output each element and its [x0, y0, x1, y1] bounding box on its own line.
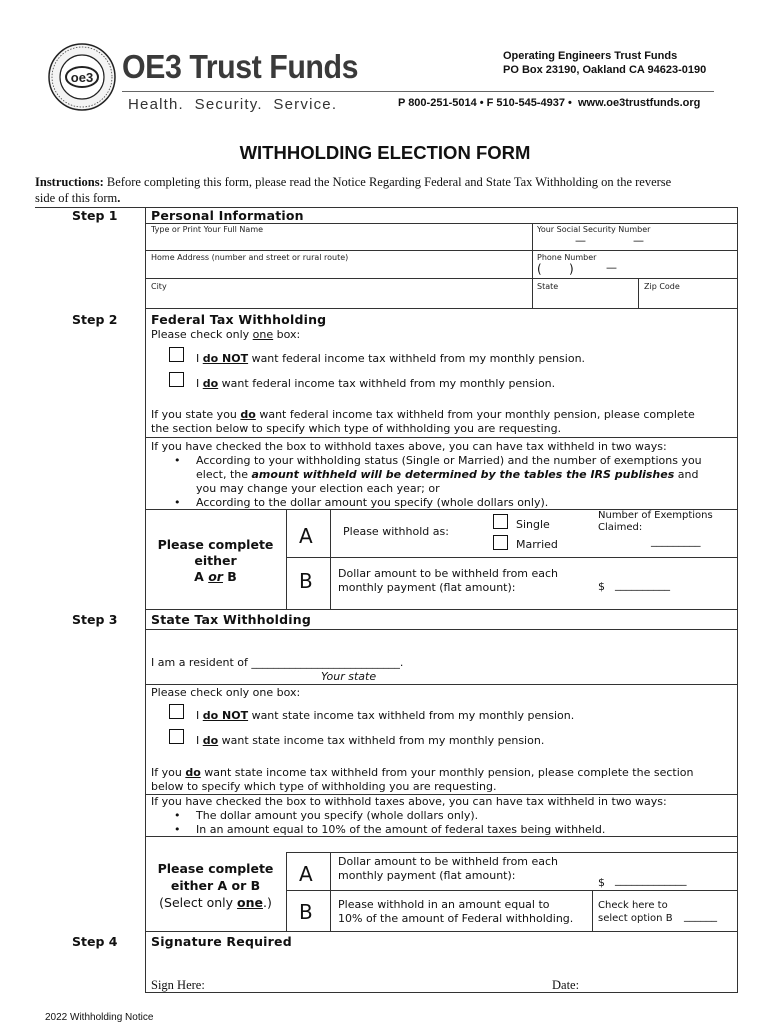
phone-paren-open: ( [537, 262, 542, 276]
check-here-label: Check here to select option B [598, 900, 673, 924]
state-option-b-letter: B [299, 900, 313, 924]
federal-para-2: If you have checked the box to withhold taxes above, you can have tax withheld in two ways: [151, 440, 667, 453]
state-bullet-1: • The dollar amount you specify (whole dollars only). [174, 809, 479, 822]
date-label[interactable]: Date: [552, 978, 580, 992]
state-do-not-label: I do NOT want state income tax withheld from my monthly pension. [196, 709, 575, 722]
step3-label: Step 3 [72, 612, 118, 627]
resident-state-input[interactable]: ___________________________. [251, 656, 404, 669]
home-address-field[interactable]: Home Address (number and street or rural route) [151, 253, 349, 262]
ssn-field[interactable]: Your Social Security Number [537, 225, 651, 234]
single-label: Single [516, 518, 550, 531]
org-address: PO Box 23190, Oakland CA 94623-0190 [503, 64, 707, 76]
header-rule [122, 91, 714, 92]
step3-title: State Tax Withholding [151, 612, 311, 627]
state-ten-percent-label: Please withhold in an amount equal to 10% of the amount of Federal withholding. [338, 898, 574, 925]
state-dollar-input[interactable]: _____________ [615, 873, 687, 886]
instructions-label: Instructions: [35, 175, 104, 189]
federal-complete-either: Please complete either A or B [157, 537, 274, 584]
federal-dollar-label: Dollar amount to be withheld from each monthly payment (flat amount): [338, 567, 559, 594]
city-field[interactable]: City [151, 282, 167, 291]
exemptions-label: Number of Exemptions Claimed: [598, 510, 713, 533]
phone-paren-close: ) [569, 262, 574, 276]
step1-label: Step 1 [72, 208, 118, 223]
state-complete-either: Please complete either A or B (Select only one.) [157, 861, 274, 910]
full-name-field[interactable]: Type or Print Your Full Name [151, 225, 264, 234]
married-checkbox[interactable] [493, 535, 508, 550]
phone-field[interactable]: Phone Number [537, 253, 597, 262]
state-do-checkbox[interactable] [169, 729, 184, 744]
sign-here-label[interactable]: Sign Here: [151, 978, 205, 992]
state-para-2: If you have checked the box to withhold taxes above, you can have tax withheld in two ways: [151, 795, 667, 808]
zip-field[interactable]: Zip Code [644, 282, 680, 291]
state-option-a-letter: A [299, 862, 313, 886]
state-bullet-2: • In an amount equal to 10% of the amount of federal taxes being withheld. [174, 823, 606, 836]
instructions-text-1: Before completing this form, please read the Notice Regarding Federal and State Tax Withholding on the reverse [106, 175, 672, 189]
federal-do-checkbox[interactable] [169, 372, 184, 387]
form-title: WITHHOLDING ELECTION FORM [239, 142, 531, 163]
step4-title: Signature Required [151, 934, 292, 949]
step2-check-one: Please check only one box: [151, 328, 301, 341]
logo-tagline: Health. Security. Service. [128, 96, 338, 113]
federal-para-1: If you state you do want federal income tax withheld from your monthly pension, please complete the section below to specify which type of withholding you are requesting. [151, 408, 695, 435]
state-resident: I am a resident of ___________________________. [151, 656, 404, 669]
step3-check-one: Please check only one box: [151, 686, 301, 699]
trust-seal-logo [47, 42, 117, 112]
step4-label: Step 4 [72, 934, 118, 949]
phone-dash: — [606, 261, 617, 274]
federal-do-not-checkbox[interactable] [169, 347, 184, 362]
step1-title: Personal Information [151, 208, 304, 223]
option-b-check-input[interactable]: ______ [684, 909, 717, 922]
federal-dollar-input[interactable]: __________ [615, 578, 670, 591]
org-name: Operating Engineers Trust Funds [503, 50, 678, 62]
federal-do-label: I do want federal income tax withheld from my monthly pension. [196, 377, 556, 390]
step2-title: Federal Tax Withholding [151, 312, 327, 327]
ssn-dash-1: — [575, 234, 586, 247]
federal-option-b-letter: B [299, 569, 313, 593]
footer-label: 2022 Withholding Notice [45, 1012, 154, 1023]
federal-dollar-sign: $ [598, 580, 605, 593]
state-dollar-label: Dollar amount to be withheld from each monthly payment (flat amount): [338, 855, 559, 882]
instructions: Instructions: Before completing this form, please read the Notice Regarding Federal and State Tax Withholding on the reverse side of this form. [35, 175, 672, 205]
federal-option-a-letter: A [299, 524, 313, 548]
state-field[interactable]: State [537, 282, 559, 291]
federal-bullet-2: • According to the dollar amount you specify (whole dollars only). [174, 496, 549, 509]
svg-text:oe3: oe3 [70, 70, 94, 85]
ssn-dash-2: — [633, 234, 644, 247]
instructions-text-2: side of this form [35, 191, 118, 205]
logo-wordmark: OE3 Trust Funds [122, 48, 359, 85]
federal-bullet-1: • According to your withholding status (Single or Married) and the number of exemptions you elect, the amount withheld will be determined by the tables the IRS publishes and you may change your election each year; or [174, 454, 702, 495]
contact-line: P 800-251-5014 • F 510-545-4937 • www.oe3trustfunds.org [398, 97, 701, 109]
step2-label: Step 2 [72, 312, 118, 327]
exemptions-input[interactable]: _________ [651, 534, 701, 547]
single-checkbox[interactable] [493, 514, 508, 529]
state-dollar-sign: $ [598, 876, 605, 889]
state-do-not-checkbox[interactable] [169, 704, 184, 719]
state-do-label: I do want state income tax withheld from my monthly pension. [196, 734, 545, 747]
married-label: Married [516, 538, 558, 551]
federal-do-not-label: I do NOT want federal income tax withheld from my monthly pension. [196, 352, 586, 365]
your-state-caption: Your state [321, 670, 377, 683]
withhold-as-label: Please withhold as: [343, 525, 449, 538]
state-para-1: If you do want state income tax withheld from your monthly pension, please complete the section below to specify which type of withholding you are requesting. [151, 766, 694, 793]
